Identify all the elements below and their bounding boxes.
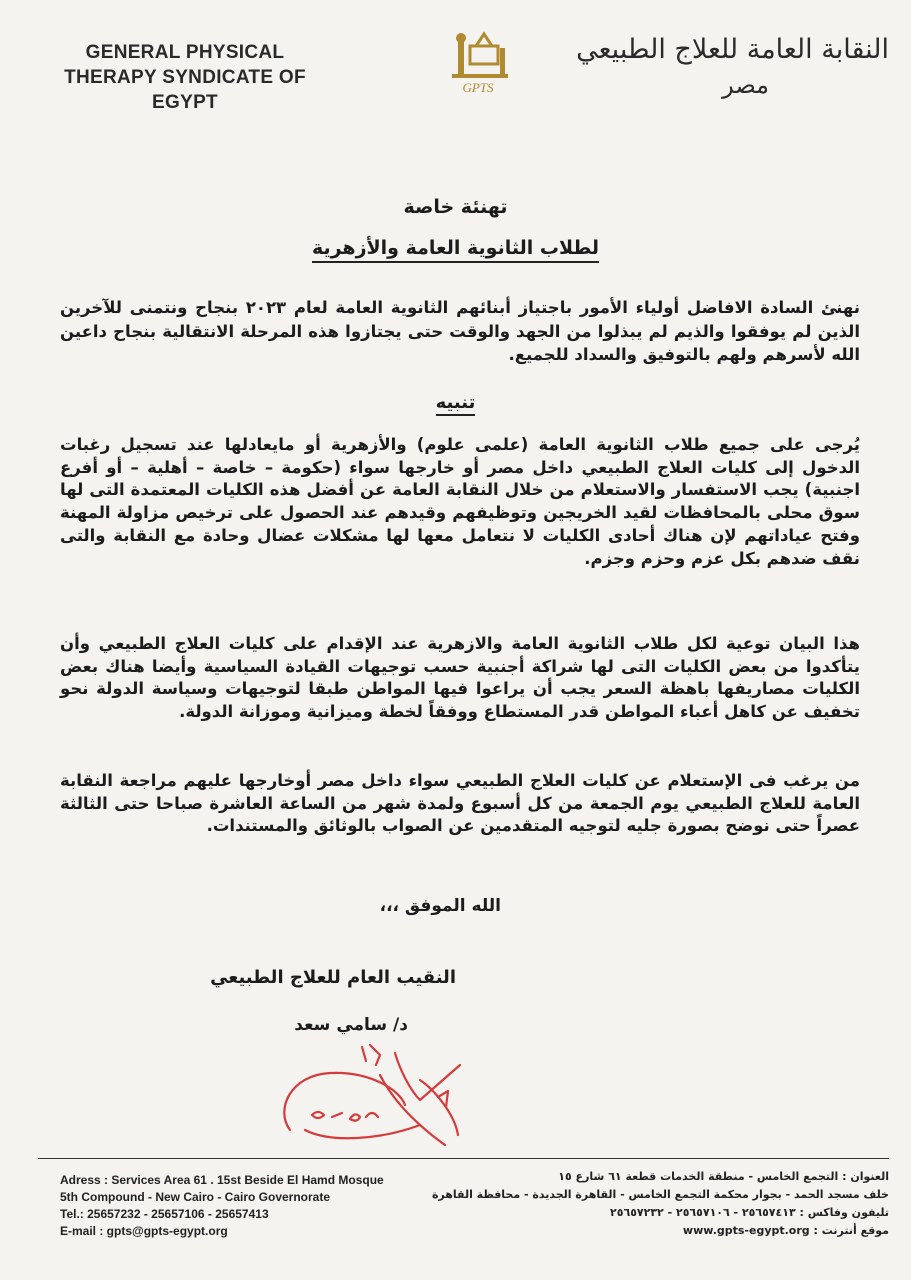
header-english-name	[40, 40, 330, 115]
footer-divider	[38, 1158, 889, 1159]
footer-arabic-address	[429, 1168, 889, 1240]
logo-text: GPTS	[462, 80, 494, 95]
congratulation-paragraph: نهنئ السادة الافاضل أولياء الأمور باجتياز أبنائهم الثانوية العامة لعام ٢٠٢٣ بنجاح ونتمنى للآخرين الذين لم يوفقوا والذيم لم يبذلوا من الجهد والوقت حتى يجتازوا هذه المرحلة الانتقالية بنجاح داعين الله لأسرهم ولهم بالتوفيق والسداد للجميع.	[60, 298, 860, 365]
footer-english-address	[60, 1172, 460, 1240]
signatory-name: د/ سامي سعد	[294, 1015, 408, 1035]
footer-email-line: E-mail : gpts@gpts-egypt.org	[60, 1224, 228, 1238]
header-english-line: EGYPT	[152, 92, 218, 113]
syndicate-logo-icon	[418, 16, 516, 108]
header-arabic-country: مصر	[722, 71, 769, 99]
footer-arabic-line: تليفون وفاكس : ٢٥٦٥٧٤١٣ - ٢٥٦٥٧١٠٦ - ٢٥٦٥٧٢٣٢	[610, 1206, 889, 1219]
closing-phrase: الله الموفق ،،،	[379, 896, 501, 916]
footer-website-line: موقع أنترنت : www.gpts-egypt.org	[682, 1224, 889, 1237]
inquiry-paragraph: من يرغب فى الإستعلام عن كليات العلاج الطبيعي سواء داخل مصر أوخارجها عليهم مراجعة النقابة العامة للعلاج الطبيعي يوم الجمعة من كل أسبوع ولمدة شهر من الساعة العاشرة صباحا حتى الثالثة عصراً حتى نوضح بصورة جليه لتوجيه المتقدمين عن الصواب بالوثائق والمستندات.	[60, 771, 860, 836]
header-english-line: GENERAL PHYSICAL	[85, 42, 285, 63]
notice-paragraph: يُرجى على جميع طلاب الثانوية العامة (علمى علوم) والأزهرية أو مايعادلها عند تسجيل رغبات الدخول إلى كليات العلاج الطبيعي داخل مصر أو خارجها سواء (حكومة – خاصة – أهلية – أو أفرع اجنبية) يجب الاستفسار والاستعلام من خلال النقابة العامة عن أفضل هذه الكليات المعتمدة التى لها سوق محلى بالمحافظات لقيد الخريجين وتوظيفهم وقيدهم عند الحصول على ترخيص مزاولة المهنة وفتح عياداتهم لإن هناك أحادى الكليات لا نتعامل معها لها مشكلات عضال وحادة مع النقابة والتى نقف ضدهم بكل عزم وحزم وجزم.	[60, 435, 860, 568]
letter-subtitle-text: لطلاب الثانوية العامة والأزهرية	[312, 237, 599, 263]
header-arabic-org: النقابة العامة للعلاج الطبيعي	[576, 34, 889, 65]
header-english-line: THERAPY SYNDICATE OF	[64, 67, 306, 88]
footer-address-line: Adress : Services Area 61 . 15st Beside El Hamd Mosque	[60, 1173, 384, 1187]
awareness-paragraph: هذا البيان توعية لكل طلاب الثانوية العامة والازهرية عند الإقدام على كليات العلاج الطبيعي وأن يتأكدوا من بعض الكليات التى لها شراكة أجنبية حسب توجيهات القيادة السياسية وأيضا هناك بعض الكليات مصاريفها باهظة السعر يجب أن يراعوا فيها المواطن طبقا لتوجيهات وسياسة الدولة نحو تخفيف عن كاهل أعباء المواطن قدر المستطاع ووفقاً لخطة وميزانية وموزانة الدولة.	[60, 634, 860, 722]
footer-arabic-line: خلف مسجد الحمد - بجوار محكمة التجمع الخامس - القاهرة الجديدة - محافظة القاهرة	[431, 1188, 889, 1201]
footer-phone-line: Tel.: 25657232 - 25657106 - 25657413	[60, 1207, 269, 1221]
handwritten-signature-icon	[270, 1035, 480, 1155]
footer-arabic-line: العنوان : التجمع الخامس - منطقة الخدمات قطعة ٦١ شارع ١٥	[558, 1170, 889, 1183]
notice-heading	[0, 392, 911, 413]
letter-subtitle	[0, 237, 911, 259]
footer-address-line: 5th Compound - New Cairo - Cairo Governorate	[60, 1190, 331, 1204]
signatory-title: النقيب العام للعلاج الطبيعي	[210, 967, 456, 988]
header-arabic-name	[559, 30, 889, 100]
notice-heading-text: تنبيه	[436, 392, 476, 416]
letter-title: تهنئة خاصة	[403, 196, 508, 218]
